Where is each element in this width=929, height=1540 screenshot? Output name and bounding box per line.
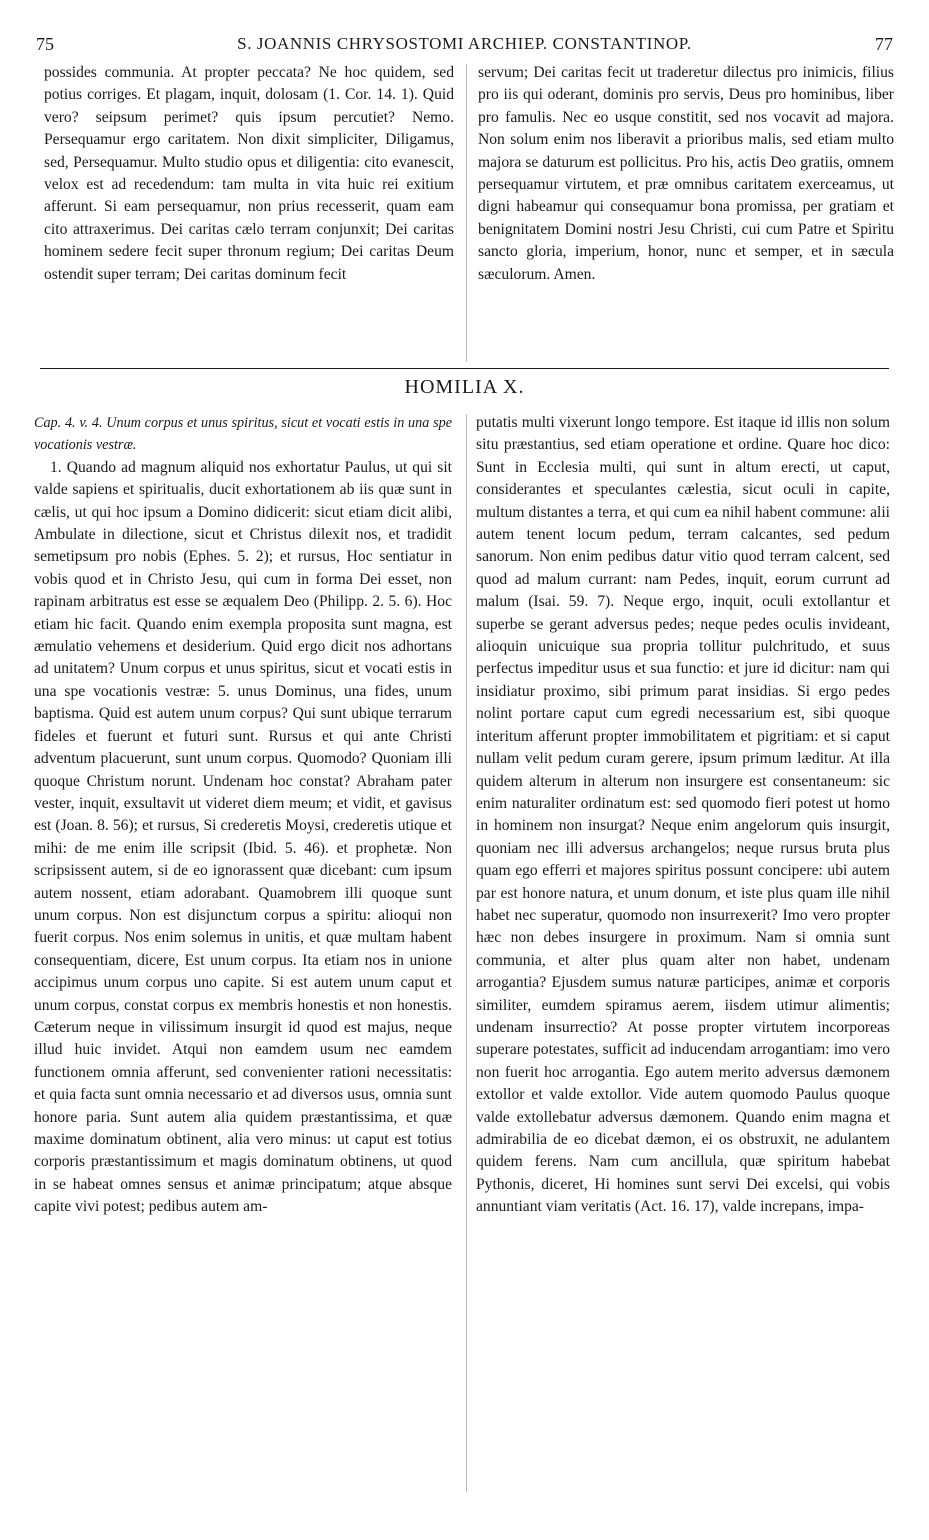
homily-title: HOMILIA X. [404, 376, 525, 398]
running-header [30, 34, 899, 56]
paragraph: putatis multi vixerunt longo tempore. Est itaque id illis non solum situ præstantius, sed etiam operatione et ordine. Quare hoc dico: Sunt in Ecclesia multi, qui sunt in altum erecti, ut caput, considerantes et speculantes cælestia, sicut oculi in capite, multum distantes a terra, et qui cum ea nihil habent commune: alii autem tenent locum pedum, terram calcantes, sed pedum sanorum. Non enim pedibus datur vitio quod terram calcent, sed quod ad malum currant: nam Pedes, inquit, eorum currunt ad malum (Isai. 59. 7). Neque ergo, inquit, oculi extollantur et superbe se gerant adversus pedes; neque pedes oculis invideant, alioquin unicuique sua propria tollitur pulchritudo, et suus perfectus impeditur usus et sua functio: et jure id dicitur: nam qui insidiatur proximo, sibi primum parat insidias. Si ergo pedes nolint portare caput cum egredi necessarium est, sibi quoque interitum afferunt propter immobilitatem et pigritiam: et si caput nullam velit pedum curam gerere, ipsum primum læditur. At illa quidem alterum in alterum non insurgere est consentaneum: sic enim naturaliter ordinatum est: sed quomodo fieri potest ut homo in hominem non insurgat? Neque enim angelorum quis insurgit, quoniam nec illi adversus archangelos; neque rursus bruta plus quam ego efferri et majores spiritus possunt concipere: ubi autem par est honore natura, et unum donum, et iste plus quam ille nihil habet nec superatur, quomodo non insurrexerit? Imo vero propter hæc non debes insurgere in proximum. Nam si omnia sunt communia, et alter plus quam alter non habet, undenam arrogantia? Ejusdem sumus naturæ participes, animæ et corporis similiter, eumdem spiramus aerem, iisdem utimur alimentis; undenam insurrectio? At posse propter virtutem incorporeas superare potestates, sufficit ad inducendam arrogantiam: imo vero non fuerit hoc arrogantia. Ego autem merito adversus dæmonem extollor et valde extollor. Vide autem quomodo Paulus quoque valde extollebatur adversus dæmonem. Quando enim magna et admirabilia de eo dicebat dæmon, ei os obstruxit, ne adulantem quidem ferens. Nam cum ancillula, quæ spiritum habebat Pythonis, diceret, Hi homines sunt servi Dei excelsi, qui vobis annuntiant viam veritatis (Act. 16. 17), valde increpans, impa- [476, 414, 890, 1216]
paragraph: possides communia. At propter peccata? Ne hoc quidem, sed potius corriges. Et plagam, inquit, dolosam (1. Cor. 14. 1). Quid vero? seipsum perimet? quis ipsum percutiet? Nemo. Persequamur ergo caritatem. Non dixit simpliciter, Diligamus, sed, Persequamur. Multo studio opus et diligentia: cito evanescit, velox est ad recedendum: tam multa in vita huic rei exitium afferunt. Si eam persequamur, non prius recesserit, quam eam cito attraxerimus. Dei caritas cælo terram conjunxit; Dei caritas hominem sedere fecit super thronum regium; Dei caritas Deum ostendit super terram; Dei caritas dominum fecit [44, 64, 454, 283]
homily-right-column [476, 412, 890, 1219]
column-divider [466, 414, 467, 1492]
paragraph: servum; Dei caritas fecit ut traderetur dilectus pro inimicis, filius pro iis qui oderant, dominis pro servis, Deus pro hominibus, liber pro famulis. Nec eo usque constitit, sed nos vocavit ad majora. Non solum enim nos liberavit a prioribus malis, sed etiam multo majora se daturum est pollicitus. Pro his, actis Deo gratiis, omnem persequamur virtutem, et præ omnibus caritatem exerceamus, ut digni habeamur qui consequamur bona promissa, per gratiam et benignitatem Domini nostri Jesu Christi, cui cum Patre et Spiritu sancto gloria, imperium, honor, nunc et semper, et in sæcula sæculorum. Amen. [478, 64, 894, 283]
column-divider [466, 64, 467, 362]
page-number-left: 75 [36, 34, 54, 54]
paragraph: 1. Quando ad magnum aliquid nos exhortatur Paulus, ut qui sit valde sapiens et spiritualis, ducit exhortationem ab iis quæ sunt in cælis, ut qui hoc ipsum a Domino didicerit: sicut etiam dicit alibi, Ambulate in dilectione, sicut et Christus dilexit nos, et tradidit semetipsum pro nobis (Ephes. 5. 2); et rursus, Hoc sentiatur in vobis quod et in Christo Jesu, qui cum in forma Dei esset, non rapinam arbitratus est esse se æqualem Deo (Philipp. 2. 5. 6). Hoc etiam hic facit. Quando enim exempla proposita sunt magna, est æmulatio vehemens et desiderium. Quid ergo dicit nos adhortans ad unitatem? Unum corpus et unus spiritus, sicut et vocati estis in una spe vocationis vestræ: 5. unus Dominus, una fides, unum baptisma. Quid est autem unum corpus? Qui sunt ubique terrarum fideles et fuerunt et futuri sunt. Rursus et qui ante Christi adventum placuerunt, sunt unum corpus. Quomodo? Quoniam illi quoque Christum norunt. Undenam hoc constat? Abraham pater vester, inquit, exsultavit ut videret diem meum; et vidit, et gavisus est (Joan. 8. 56); et rursus, Si crederetis Moysi, crederetis utique et mihi: de me enim ille scripsit (Ibid. 5. 46). et prophetæ. Non scripsissent autem, si de eo ignorassent quæ dicebant: cum ipsum autem nossent, etiam adorabant. Quamobrem illi quoque sunt unum corpus. Non est disjunctum corpus a spiritu: alioqui non fuerit corpus. Nos enim solemus in unitis, et quæ multam habent consequentiam, dicere, Est unum corpus. Ita etiam nos in unione accipimus unum corpus uno capite. Si est autem unum caput et unum corpus, constat corpus ex membris honestis et non honestis. Cæterum neque in vilissimum insurgit id quod est majus, neque illud huic invidet. Atqui non eamdem usum nec eamdem functionem omnia afferunt, sed convenienter rationi necessitatis: et quia facta sunt omnia necessario et ad diversos usus, omnia sunt honore paria. Sunt autem alia quidem præstantissima, et quæ maxime dominatum obtinent, alia vero minus: ut caput est totius corporis præstantissimum et magis dominatum obtinens, ut quod in se habeat omnes sensus et animæ principatum; atque absque capite vivi potest; pedibus autem am- [34, 458, 452, 1216]
running-title: S. JOANNIS CHRYSOSTOMI ARCHIEP. CONSTANTINOP. [237, 34, 692, 53]
previous-homily-ending-right-column [478, 62, 894, 286]
previous-homily-ending-left-column [44, 62, 454, 286]
section-rule [40, 368, 889, 369]
homily-left-column [34, 412, 452, 1219]
page-number-right: 77 [875, 34, 893, 54]
chapter-caption: Cap. 4. v. 4. Unum corpus et unus spiritus, sicut et vocati estis in una spe vocationis vestræ. [34, 415, 452, 454]
